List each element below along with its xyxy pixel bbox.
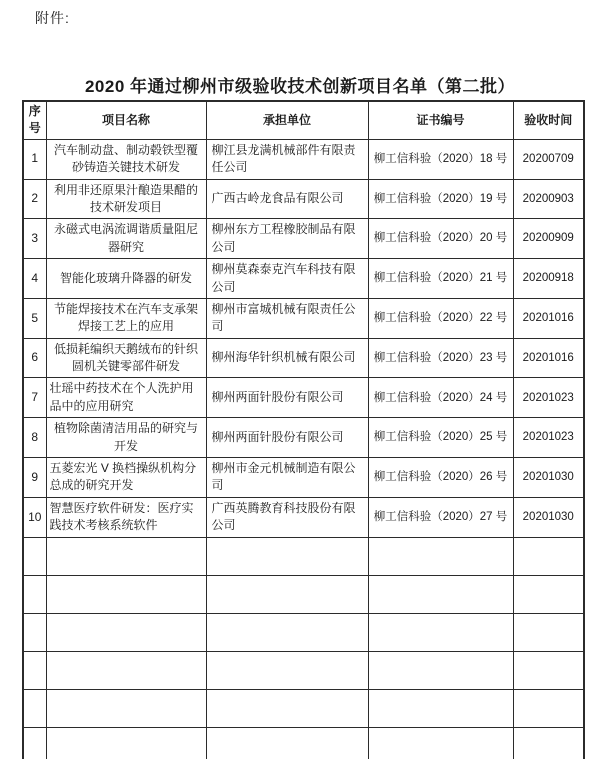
cell-unit: 柳江县龙满机械部件有限责任公司 xyxy=(206,139,368,179)
column-header-no: 序号 xyxy=(23,101,46,139)
empty-cell-accept-date xyxy=(513,575,584,613)
empty-table-row xyxy=(23,537,584,575)
empty-cell-accept-date xyxy=(513,537,584,575)
empty-cell-index xyxy=(23,575,46,613)
cell-unit: 柳州海华针织机械有限公司 xyxy=(206,338,368,378)
empty-cell-index xyxy=(23,613,46,651)
empty-cell-accept-date xyxy=(513,689,584,727)
cell-unit: 广西英腾教育科技股份有限公司 xyxy=(206,497,368,537)
empty-cell-index xyxy=(23,651,46,689)
cell-accept-date: 20200918 xyxy=(513,259,584,299)
cell-cert-no: 柳工信科验（2020）20 号 xyxy=(368,219,513,259)
table-row xyxy=(23,219,584,259)
empty-cell-index xyxy=(23,689,46,727)
empty-cell-project-name xyxy=(46,689,206,727)
cell-cert-no: 柳工信科验（2020）24 号 xyxy=(368,378,513,418)
cell-project-name: 五菱宏光 V 换档操纵机构分总成的研究开发 xyxy=(46,458,206,498)
empty-cell-project-name xyxy=(46,537,206,575)
cell-project-name: 汽车制动盘、制动毂铁型覆砂铸造关键技术研发 xyxy=(46,139,206,179)
column-header-unit: 承担单位 xyxy=(206,101,368,139)
cell-accept-date: 20200909 xyxy=(513,219,584,259)
cell-accept-date: 20201016 xyxy=(513,298,584,338)
cell-accept-date: 20200903 xyxy=(513,179,584,219)
cell-cert-no: 柳工信科验（2020）26 号 xyxy=(368,458,513,498)
cell-index: 1 xyxy=(23,139,46,179)
empty-cell-unit xyxy=(206,651,368,689)
cell-accept-date: 20200709 xyxy=(513,139,584,179)
cell-project-name: 壮瑶中药技术在个人洗护用品中的应用研究 xyxy=(46,378,206,418)
cell-unit: 柳州市富城机械有限责任公司 xyxy=(206,298,368,338)
empty-cell-cert-no xyxy=(368,651,513,689)
cell-accept-date: 20201016 xyxy=(513,338,584,378)
cell-index: 2 xyxy=(23,179,46,219)
cell-unit: 柳州莫森泰克汽车科技有限公司 xyxy=(206,259,368,299)
empty-cell-project-name xyxy=(46,727,206,759)
cell-unit: 柳州两面针股份有限公司 xyxy=(206,378,368,418)
table-row xyxy=(23,298,584,338)
empty-table-row xyxy=(23,689,584,727)
table-header-row xyxy=(23,101,584,139)
empty-cell-cert-no xyxy=(368,613,513,651)
cell-project-name: 利用非还原果汁酿造果醋的技术研发项目 xyxy=(46,179,206,219)
cell-project-name: 节能焊接技术在汽车支承架焊接工艺上的应用 xyxy=(46,298,206,338)
cell-project-name: 智慧医疗软件研发：医疗实践技术考核系统软件 xyxy=(46,497,206,537)
empty-table-row xyxy=(23,613,584,651)
empty-cell-cert-no xyxy=(368,537,513,575)
table-row xyxy=(23,139,584,179)
empty-table-row xyxy=(23,575,584,613)
cell-index: 7 xyxy=(23,378,46,418)
column-header-accept-date: 验收时间 xyxy=(513,101,584,139)
table-row xyxy=(23,378,584,418)
cell-unit: 柳州市金元机械制造有限公司 xyxy=(206,458,368,498)
table-row xyxy=(23,497,584,537)
table-row xyxy=(23,458,584,498)
cell-project-name: 低损耗编织天鹅绒布的针织圆机关键零部件研发 xyxy=(46,338,206,378)
table-row xyxy=(23,179,584,219)
cell-index: 3 xyxy=(23,219,46,259)
cell-cert-no: 柳工信科验（2020）21 号 xyxy=(368,259,513,299)
empty-cell-unit xyxy=(206,689,368,727)
table-row xyxy=(23,259,584,299)
cell-cert-no: 柳工信科验（2020）18 号 xyxy=(368,139,513,179)
project-table xyxy=(22,100,585,759)
column-header-cert-no: 证书编号 xyxy=(368,101,513,139)
empty-cell-project-name xyxy=(46,575,206,613)
cell-unit: 柳州两面针股份有限公司 xyxy=(206,418,368,458)
cell-index: 4 xyxy=(23,259,46,299)
cell-cert-no: 柳工信科验（2020）19 号 xyxy=(368,179,513,219)
table-row xyxy=(23,418,584,458)
column-header-project-name: 项目名称 xyxy=(46,101,206,139)
empty-cell-cert-no xyxy=(368,575,513,613)
cell-unit: 柳州东方工程橡胶制品有限公司 xyxy=(206,219,368,259)
table-row xyxy=(23,338,584,378)
cell-project-name: 植物除菌清洁用品的研究与开发 xyxy=(46,418,206,458)
empty-cell-accept-date xyxy=(513,613,584,651)
table-body xyxy=(23,139,584,759)
empty-cell-cert-no xyxy=(368,689,513,727)
empty-cell-accept-date xyxy=(513,651,584,689)
empty-cell-cert-no xyxy=(368,727,513,759)
empty-table-row xyxy=(23,727,584,759)
cell-index: 9 xyxy=(23,458,46,498)
cell-unit: 广西古岭龙食品有限公司 xyxy=(206,179,368,219)
cell-cert-no: 柳工信科验（2020）22 号 xyxy=(368,298,513,338)
cell-project-name: 永磁式电涡流调谐质量阻尼器研究 xyxy=(46,219,206,259)
cell-index: 6 xyxy=(23,338,46,378)
cell-project-name: 智能化玻璃升降器的研发 xyxy=(46,259,206,299)
page-title: 2020 年通过柳州市级验收技术创新项目名单（第二批） xyxy=(84,77,516,96)
cell-index: 10 xyxy=(23,497,46,537)
attachment-label: 附件: xyxy=(35,10,70,26)
table-header xyxy=(23,101,584,139)
cell-index: 5 xyxy=(23,298,46,338)
empty-cell-unit xyxy=(206,575,368,613)
empty-cell-unit xyxy=(206,727,368,759)
cell-accept-date: 20201030 xyxy=(513,458,584,498)
empty-cell-accept-date xyxy=(513,727,584,759)
empty-cell-unit xyxy=(206,537,368,575)
cell-cert-no: 柳工信科验（2020）27 号 xyxy=(368,497,513,537)
empty-cell-unit xyxy=(206,613,368,651)
empty-cell-project-name xyxy=(46,651,206,689)
cell-cert-no: 柳工信科验（2020）23 号 xyxy=(368,338,513,378)
cell-cert-no: 柳工信科验（2020）25 号 xyxy=(368,418,513,458)
empty-cell-index xyxy=(23,727,46,759)
empty-cell-project-name xyxy=(46,613,206,651)
cell-accept-date: 20201023 xyxy=(513,418,584,458)
cell-accept-date: 20201023 xyxy=(513,378,584,418)
cell-accept-date: 20201030 xyxy=(513,497,584,537)
empty-cell-index xyxy=(23,537,46,575)
cell-index: 8 xyxy=(23,418,46,458)
empty-table-row xyxy=(23,651,584,689)
